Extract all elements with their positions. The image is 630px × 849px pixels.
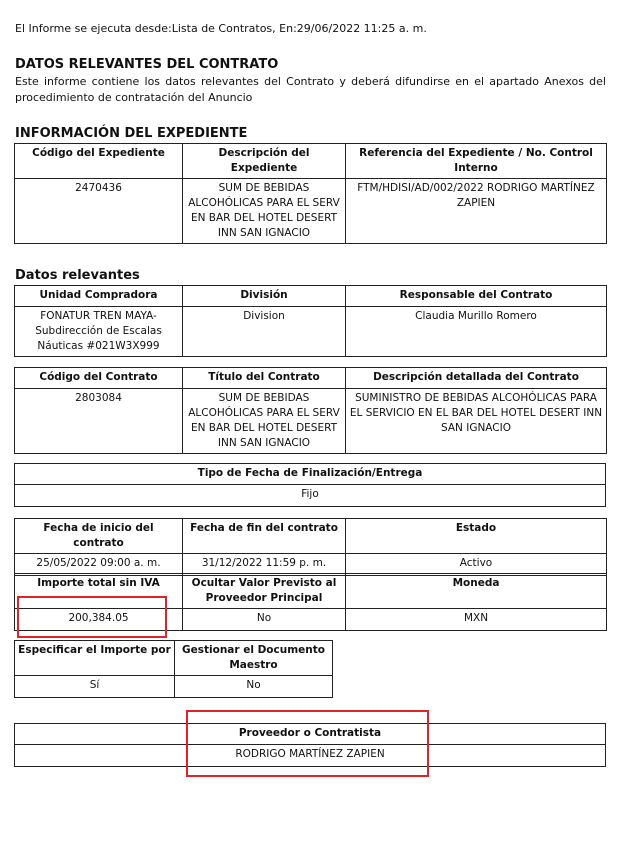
descripcion-detallada-value: SUMINISTRO DE BEBIDAS ALCOHÓLICAS PARA EL SERVICIO EN EL BAR DEL HOTEL DESERT INN SAN IGNACIO <box>346 389 607 454</box>
gestionar-documento-value: No <box>175 676 333 698</box>
header-tipo-fecha: Tipo de Fecha de Finalización/Entrega <box>15 464 606 485</box>
header-especificar-importe: Especificar el Importe por <box>15 641 175 676</box>
tipo-fecha-table <box>14 463 606 507</box>
fecha-fin-value: 31/12/2022 11:59 p. m. <box>183 554 346 576</box>
referencia-expediente-value: FTM/HDISI/AD/002/2022 RODRIGO MARTÍNEZ ZAPIEN <box>346 179 607 244</box>
header-descripcion-expediente: Descripción del Expediente <box>183 144 346 179</box>
header-titulo-contrato: Título del Contrato <box>183 368 346 389</box>
proveedor-value: RODRIGO MARTÍNEZ ZAPIEN <box>15 745 606 767</box>
codigo-contrato-value: 2803084 <box>15 389 183 454</box>
highlight-box-importe <box>17 596 167 638</box>
codigo-expediente-value: 2470436 <box>15 179 183 244</box>
section-title-datos: DATOS RELEVANTES DEL CONTRATO <box>15 57 279 72</box>
tipo-fecha-value: Fijo <box>15 485 606 507</box>
estado-value: Activo <box>346 554 607 576</box>
section-title-relevantes: Datos relevantes <box>15 268 140 283</box>
responsable-value: Claudia Murillo Romero <box>346 307 607 357</box>
header-proveedor: Proveedor o Contratista <box>15 724 606 745</box>
moneda-value: MXN <box>346 609 607 631</box>
header-importe-total: Importe total sin IVA <box>15 574 183 609</box>
header-responsable: Responsable del Contrato <box>346 286 607 307</box>
especificar-table <box>14 640 333 698</box>
header-ocultar-valor: Ocultar Valor Previsto al Proveedor Principal <box>183 574 346 609</box>
report-run-info: El Informe se ejecuta desde:Lista de Contratos, En:29/06/2022 11:25 a. m. <box>15 22 427 35</box>
division-value: Division <box>183 307 346 357</box>
header-fecha-fin: Fecha de fin del contrato <box>183 519 346 554</box>
especificar-importe-value: Sí <box>15 676 175 698</box>
header-codigo-expediente: Código del Expediente <box>15 144 183 179</box>
contrato-table <box>14 367 607 454</box>
unidad-compradora-value: FONATUR TREN MAYA-Subdirección de Escalas Náuticas #021W3X999 <box>15 307 183 357</box>
header-codigo-contrato: Código del Contrato <box>15 368 183 389</box>
expediente-table <box>14 143 607 244</box>
header-division: División <box>183 286 346 307</box>
header-fecha-inicio: Fecha de inicio del contrato <box>15 519 183 554</box>
header-unidad-compradora: Unidad Compradora <box>15 286 183 307</box>
header-estado: Estado <box>346 519 607 554</box>
unidad-table <box>14 285 607 357</box>
section-description: Este informe contiene los datos relevantes del Contrato y deberá difundirse en el apartado Anexos del procedimiento de contratación del Anuncio <box>15 75 606 104</box>
header-referencia-expediente: Referencia del Expediente / No. Control Interno <box>346 144 607 179</box>
highlight-box-proveedor <box>186 710 429 777</box>
header-moneda: Moneda <box>346 574 607 609</box>
section-title-expediente: INFORMACIÓN DEL EXPEDIENTE <box>15 126 248 141</box>
importe-total-value: 200,384.05 <box>15 609 183 631</box>
titulo-contrato-value: SUM DE BEBIDAS ALCOHÓLICAS PARA EL SERV EN BAR DEL HOTEL DESERT INN SAN IGNACIO <box>183 389 346 454</box>
ocultar-valor-value: No <box>183 609 346 631</box>
fechas-table <box>14 518 607 576</box>
descripcion-expediente-value: SUM DE BEBIDAS ALCOHÓLICAS PARA EL SERV EN BAR DEL HOTEL DESERT INN SAN IGNACIO <box>183 179 346 244</box>
fecha-inicio-value: 25/05/2022 09:00 a. m. <box>15 554 183 576</box>
header-descripcion-detallada: Descripción detallada del Contrato <box>346 368 607 389</box>
header-gestionar-documento: Gestionar el Documento Maestro <box>175 641 333 676</box>
